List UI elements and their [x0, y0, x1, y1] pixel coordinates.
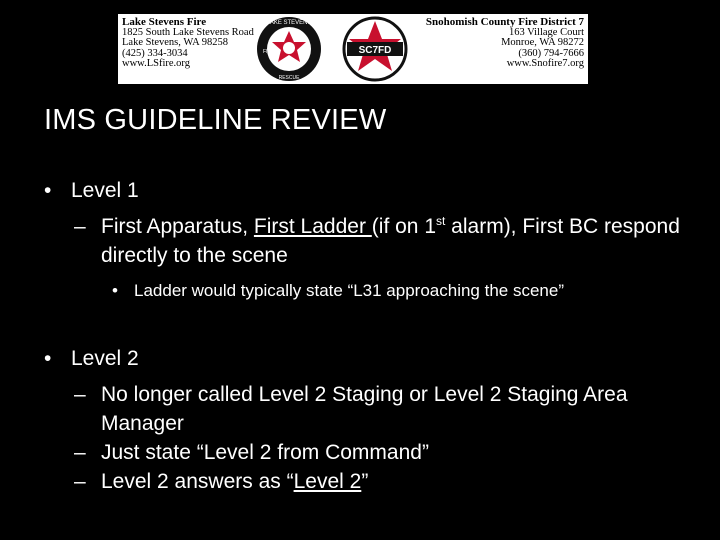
- bullet-dot-icon: •: [44, 347, 52, 370]
- sub-bullet: [44, 212, 694, 270]
- underlined-text: Level 2: [293, 470, 362, 493]
- phone-line: (360) 794-7666: [518, 47, 584, 59]
- phone-line: (425) 334-3034: [122, 47, 188, 59]
- website-line: www.LSfire.org: [122, 58, 190, 69]
- dash-icon: –: [74, 470, 86, 493]
- superscript: st: [436, 214, 446, 228]
- sub-sub-bullet: [44, 280, 694, 302]
- bullet-dot-icon: •: [112, 281, 118, 300]
- slide-title: IMS GUIDELINE REVIEW: [44, 104, 387, 136]
- dash-icon: –: [74, 215, 86, 238]
- bullet-level-1: [44, 178, 694, 204]
- dash-icon: –: [74, 441, 86, 464]
- bullet-text: alarm), First BC respond directly to the scene: [101, 215, 680, 267]
- sub-bullet: [44, 467, 694, 496]
- lake-stevens-seal-icon: [255, 15, 323, 83]
- svg-text:LAKE STEVENS: LAKE STEVENS: [266, 20, 312, 26]
- first-ladder-link[interactable]: First Ladder: [253, 215, 372, 238]
- bullet-text: First Apparatus,: [101, 215, 254, 238]
- fire-district-7-name: Snohomish County Fire District 7: [425, 16, 584, 28]
- bullet-text: Just state “Level 2 from Command”: [101, 441, 429, 464]
- dash-icon: –: [74, 383, 86, 406]
- bullet-text: Level 2 answers as “: [101, 470, 294, 493]
- bullet-text: (if on 1: [371, 215, 436, 238]
- lake-stevens-name: Lake Stevens Fire: [122, 16, 207, 28]
- header-banner: [118, 14, 588, 84]
- sub-bullet: [44, 438, 694, 467]
- bullet-text: No longer called Level 2 Staging or Level 2 Staging Area Manager: [101, 383, 628, 435]
- bullet-text: Level 1: [71, 179, 139, 202]
- slide-body: [44, 178, 694, 496]
- svg-text:FIRE: FIRE: [263, 49, 275, 55]
- bullet-dot-icon: •: [44, 179, 52, 202]
- svg-text:SC7FD: SC7FD: [358, 45, 392, 56]
- svg-text:RESCUE: RESCUE: [278, 75, 300, 81]
- address-line: Lake Stevens, WA 98258: [122, 37, 228, 48]
- bullet-text: ”: [361, 470, 369, 493]
- address-line: 1825 South Lake Stevens Road: [122, 26, 254, 38]
- website-line: www.Snofire7.org: [506, 58, 584, 69]
- fire-district-7-seal-icon: [339, 15, 411, 83]
- sub-bullet: [44, 380, 694, 438]
- bullet-text: Level 2: [71, 347, 139, 370]
- bullet-level-2: [44, 346, 694, 372]
- address-line: 163 Village Court: [508, 26, 584, 38]
- bullet-text: Ladder would typically state “L31 approaching the scene”: [134, 281, 564, 300]
- address-line: Monroe, WA 98272: [501, 37, 584, 48]
- lake-stevens-address: [122, 17, 254, 70]
- fire-district-7-address: [426, 17, 584, 70]
